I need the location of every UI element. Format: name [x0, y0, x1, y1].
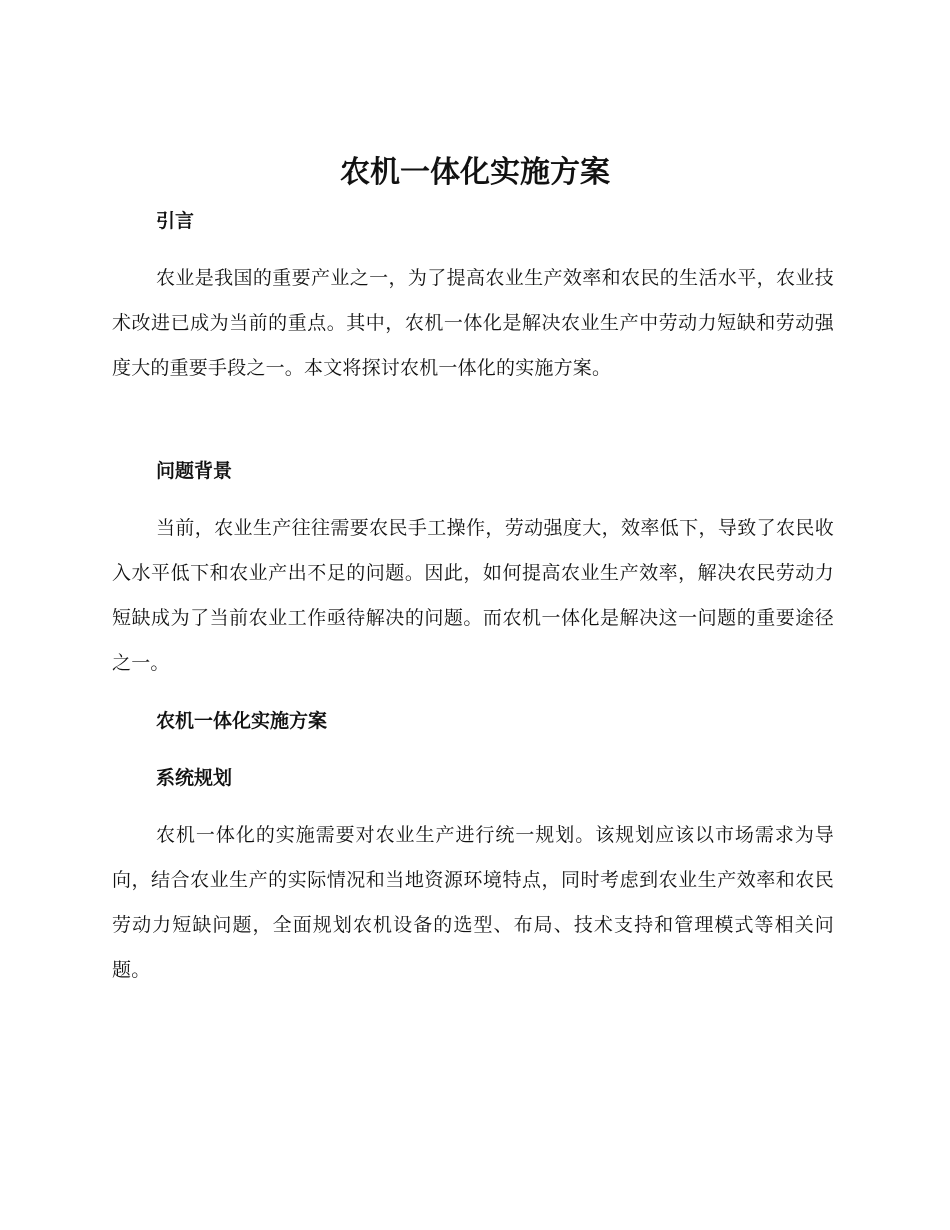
section-heading-introduction: 引言 — [156, 210, 195, 232]
document-title: 农机一体化实施方案 — [340, 155, 610, 190]
section-paragraph-background: 当前，农业生产往往需要农民手工操作，劳动强度大，效率低下，导致了农民收入水平低下和农业产出不足的问题。因此，如何提高农业生产效率，解决农民劳动力短缺成为了当前农业工作亟待解决的问题。而农机一体化是解决这一问题的重要途径之一。 — [112, 517, 834, 674]
section-heading-system-planning: 系统规划 — [156, 767, 233, 789]
section-paragraph-introduction: 农业是我国的重要产业之一，为了提高农业生产效率和农民的生活水平，农业技术改进已成为当前的重点。其中，农机一体化是解决农业生产中劳动力短缺和劳动强度大的重要手段之一。本文将探讨农机一体化的实施方案。 — [112, 267, 834, 379]
section-paragraph-system-planning: 农机一体化的实施需要对农业生产进行统一规划。该规划应该以市场需求为导向，结合农业生产的实际情况和当地资源环境特点，同时考虑到农业生产效率和农民劳动力短缺问题，全面规划农机设备的选型、布局、技术支持和管理模式等相关问题。 — [112, 824, 834, 981]
section-heading-background: 问题背景 — [156, 460, 233, 482]
section-heading-plan: 农机一体化实施方案 — [156, 710, 328, 732]
